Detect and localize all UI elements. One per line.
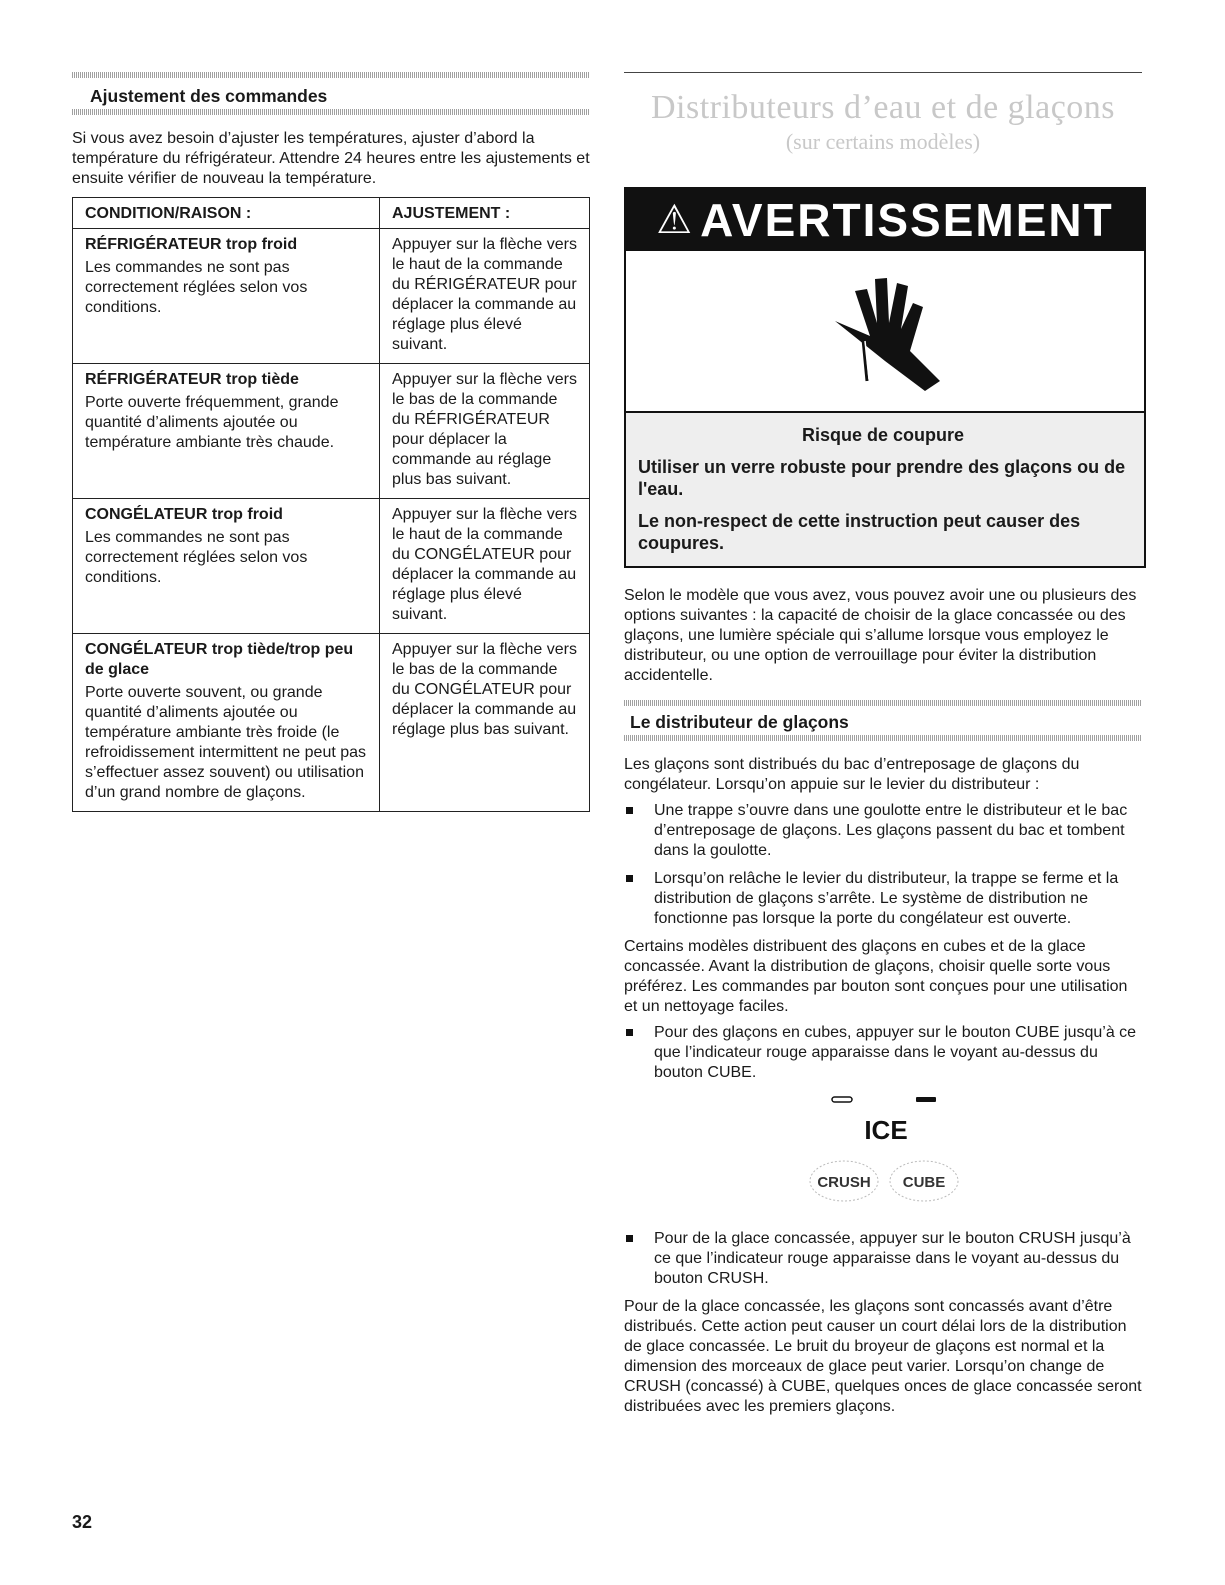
- table-header-row: [73, 198, 590, 229]
- condition-title: RÉFRIGÉRATEUR trop froid: [85, 236, 298, 253]
- list-item-text: Lorsqu’on relâche le levier du distributeur, la trappe se ferme et la distribution de glaçons s’arrête. Le système de distribution ne fonctionne pas lorsque la porte du congélateur est ouverte.: [654, 870, 1119, 927]
- condition-title: CONGÉLATEUR trop froid: [85, 506, 283, 523]
- page-number: 32: [72, 1512, 93, 1532]
- section-heading-adjustment: Ajustement des commandes: [90, 86, 328, 106]
- condition-cell: [73, 364, 380, 499]
- bullet-icon: [626, 1029, 633, 1036]
- warning-triangle-icon: ⚠: [656, 198, 695, 242]
- adjustment-cell: Appuyer sur la flèche vers le bas de la commande du RÉFRIGÉRATEUR pour déplacer la commande au réglage plus bas suivant.: [380, 364, 590, 499]
- bullet-icon: [626, 875, 633, 882]
- crush-indicator-icon: [832, 1097, 852, 1102]
- list-item: [624, 1229, 1142, 1289]
- warning-banner-text: AVERTISSEMENT: [700, 194, 1114, 246]
- adjustment-cell: Appuyer sur la flèche vers le haut de la commande du RÉRIGÉRATEUR pour déplacer la commande au réglage plus élevé suivant.: [380, 229, 590, 364]
- section-rule: [624, 735, 1142, 741]
- header-adjustment: AJUSTEMENT :: [380, 198, 590, 229]
- list-item-text: Une trappe s’ouvre dans une goulotte entre le distributeur et le bac d’entreposage de glaçons. Les glaçons passent du bac et tombent dans la goulotte.: [654, 802, 1128, 859]
- ice-control-panel: [624, 1091, 1142, 1221]
- warning-message: [626, 413, 1144, 566]
- warning-risk: Risque de coupure: [801, 425, 965, 445]
- condition-title: CONGÉLATEUR trop tiède/trop peu de glace: [85, 641, 354, 678]
- warning-box: [624, 187, 1146, 568]
- table-row: [73, 229, 590, 364]
- condition-cell: [73, 229, 380, 364]
- condition-reason: Porte ouverte fréquemment, grande quantité d’aliments ajoutée ou température ambiante très chaude.: [85, 394, 339, 451]
- right-column: [624, 72, 1142, 1417]
- adjustment-cell: Appuyer sur la flèche vers le haut de la commande du CONGÉLATEUR pour déplacer la commande au réglage plus élevé suivant.: [380, 499, 590, 634]
- condition-reason: Les commandes ne sont pas correctement réglées selon vos conditions.: [85, 529, 308, 586]
- crush-paragraph: Pour de la glace concassée, les glaçons sont concassés avant d’être distribués. Cette action peut causer un court délai lors de la distribution de glace concassée. Le bruit du broyeur de glaçons est normal et la dimension des morceaux de glace peut varier. Lorsqu’on change de CRUSH (concassé) à CUBE, quelques onces de glace concassée seront distribuées avec les premiers glaçons.: [624, 1298, 1142, 1415]
- header-condition: CONDITION/RAISON :: [73, 198, 380, 229]
- models-paragraph: Certains modèles distribuent des glaçons en cubes et de la glace concassée. Avant la distribution de glaçons, choisir quelle sorte vous préférez. Les commandes par bouton sont conçues pour une utilisation et un nettoyage faciles.: [624, 938, 1128, 1015]
- section-heading-ice-dispenser: Le distributeur de glaçons: [630, 712, 849, 732]
- crush-bullet-list: [624, 1229, 1142, 1289]
- section-rule: [72, 72, 590, 78]
- crush-label: CRUSH: [817, 1174, 871, 1191]
- table-row: [73, 499, 590, 634]
- list-item-text: Pour de la glace concassée, appuyer sur le bouton CRUSH jusqu’à ce que l’indicateur rouge apparaisse dans le voyant au-dessus du bouton CRUSH.: [654, 1230, 1131, 1287]
- page-subtitle: (sur certains modèles): [785, 129, 981, 154]
- bullet-icon: [626, 1235, 633, 1242]
- cube-indicator-icon: [916, 1097, 936, 1102]
- section-rule: [72, 109, 590, 115]
- list-item: [624, 869, 1142, 929]
- warning-line-1: Utiliser un verre robuste pour prendre des glaçons ou de l'eau.: [638, 457, 1126, 499]
- list-item: [624, 801, 1142, 861]
- condition-cell: [73, 634, 380, 812]
- cut-hand-icon: [626, 251, 1144, 413]
- ice-label: ICE: [864, 1115, 908, 1145]
- top-rule: [624, 72, 1142, 73]
- condition-reason: Les commandes ne sont pas correctement réglées selon vos conditions.: [85, 259, 308, 316]
- intro-paragraph: Si vous avez besoin d’ajuster les températures, ajuster d’abord la température du réfrigérateur. Attendre 24 heures entre les ajustements et ensuite vérifier de nouveau la température.: [72, 130, 590, 187]
- adjustment-cell: Appuyer sur la flèche vers le bas de la commande du CONGÉLATEUR pour déplacer la commande au réglage plus bas suivant.: [380, 634, 590, 812]
- dispenser-bullets: [624, 801, 1142, 929]
- cube-bullet-list: [624, 1023, 1142, 1083]
- adjustment-table: [72, 197, 590, 812]
- page-title: Distributeurs d’eau et de glaçons: [650, 89, 1116, 126]
- warning-banner: [626, 189, 1144, 251]
- table-row: [73, 364, 590, 499]
- condition-cell: [73, 499, 380, 634]
- bullet-icon: [626, 807, 633, 814]
- list-item: [624, 1023, 1142, 1083]
- cube-label: CUBE: [902, 1174, 946, 1191]
- list-item-text: Pour des glaçons en cubes, appuyer sur le bouton CUBE jusqu’à ce que l’indicateur rouge apparaisse dans le voyant au-dessus du bouton CUBE.: [654, 1024, 1137, 1081]
- left-column: [72, 72, 590, 812]
- condition-reason: Porte ouverte souvent, ou grande quantité d’aliments ajoutée ou température ambiante très froide (le refroidissement intermittent ne peut pas s’effectuer assez souvent) ou utilisation d’un grand nombre de glaçons.: [85, 684, 367, 801]
- options-paragraph: Selon le modèle que vous avez, vous pouvez avoir une ou plusieurs des options suivantes : la capacité de choisir de la glace concassée ou des glaçons, une lumière spéciale qui s’allume lorsque vous employez le distributeur, ou une option de verrouillage pour éviter la distribution accidentelle.: [624, 587, 1137, 684]
- table-row: [73, 634, 590, 812]
- warning-line-2: Le non-respect de cette instruction peut causer des coupures.: [638, 511, 1081, 553]
- condition-title: RÉFRIGÉRATEUR trop tiède: [85, 371, 299, 388]
- dispenser-paragraph: Les glaçons sont distribués du bac d’entreposage de glaçons du congélateur. Lorsqu’on appuie sur le levier du distributeur :: [624, 756, 1080, 793]
- section-rule: [624, 700, 1142, 706]
